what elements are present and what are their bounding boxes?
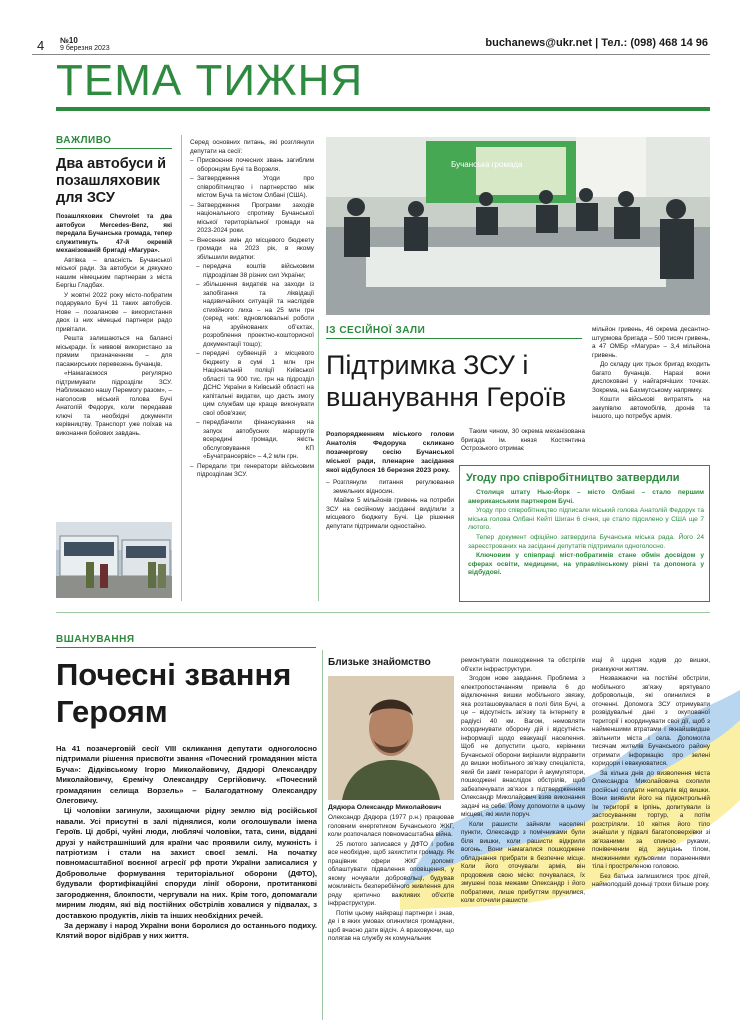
honor-article-paragraph: Ці чоловіки загинули, захищаючи рідну землю від російської навали. Усі присутні в залі піднялися, коли оголошували імена Героїв. Ці добрі, чуйні люди, люблячі чоловіки, тата, сини, віддані друзі у найстрашніший для країни час проявили силу, мужність і патріотизм і стали на захист своєї землі. На початку повномасштабної воєнної агресії рф проти України записалися у Добровольче формування територіальної оборони (ДФТО), будували фортифікаційні споруди лінії оборони, протитанкові загородження, блокпости, чергували на них. Крім того, допомагали мирним людям, які від постійних обстрілів ховалися у підвалах, з доставкою продуктів, ліків та інших необхідних речей. <box>56 806 317 920</box>
session-topic-item: – Передали три генератори військовим підрозділам ЗСУ. <box>190 463 314 480</box>
budget-subitem: – передача коштів військовим підрозділам 38 різних сил України; <box>196 263 314 280</box>
close-acquaint-paragraph: Коли рашисти зайняли населені пункти, Олександр з помічниками були біля вишки, коли рашисти відкрили вогонь. Вони намагалися пошкоджене обладнання прибрати в безпечне місце. Коли його оточували армія, він продовжив свою місію: почувалася, їх змушені поза межами Олександр і його побратими, лише прибуттям пручилися, коли оточили рашисти <box>461 820 585 904</box>
honor-article-lead: На 41 позачерговій сесії VIII скликання депутати одноголосно підтримали рішення присвоїти звання «Почесний громадянин міста Буча»: Дідківському Ігорю Миколайовичу, Дядюрі Олександру Миколайовичу, Єремічу Олександру Сергійовичу. «Почесний громадянин селища Ворзель» – Балагодатному Олександру Олеговичу. <box>56 744 317 806</box>
section-separator <box>56 612 710 613</box>
session-article-paragraph: Кошти військові витратять на закупівлю автомобілів, дронів та іншого, що потребує армія. <box>592 396 710 420</box>
portrait-photo-image <box>328 676 454 800</box>
left-article-body <box>56 213 172 439</box>
left-article-paragraph: У жовтні 2022 року місто-побратим подарувало Бучі 11 таких автобусів. Нове – позаланове – використання двох із них німецькі партнери радо привітали. <box>56 291 172 333</box>
left-article-paragraph: Решта залишаються на балансі міськради. Їх ниввові використано за прямим призначенням – для пасажирських перевезень бучанців. <box>56 335 172 368</box>
close-acquaint-paragraph: Потім цьому найкращі партнери і знав, де і в яких умовах опинилися громадяни, щоб вчасно дати відсіч. А враховуючи, що полягав на службу як комунальник <box>328 909 454 942</box>
issue-number: №10 <box>60 36 78 45</box>
session-article-col2 <box>461 428 585 455</box>
albany-box-paragraph: Угоду про співробітництво підписали міський голова Анатолій Федорук та міська голова Олбані Кейті Шиган 6 січня, це стало підсилено у США ще 7 лютого. <box>468 507 704 532</box>
honor-article-rubric: ВШАНУВАННЯ <box>56 634 135 645</box>
session-article-rubric: ІЗ СЕСІЙНОЇ ЗАЛИ <box>326 325 426 336</box>
session-article-headline: Підтримка ЗСУ і вшанування Героїв <box>326 350 567 412</box>
issue-date: 9 березня 2023 <box>60 45 110 52</box>
close-acquaint-col2 <box>461 657 585 907</box>
close-acquaint-rubric: Близьке знайомство <box>328 657 431 668</box>
portrait-caption: Дядюра Олександр Миколайович <box>328 804 442 811</box>
budget-subitem: – передачі субвенцій з місцевого бюджету в сумі 1 млн грн Національній поліції Київської області та 900 тис. грн на підрозділ ДСНС України в Київській області на капітальні видатки, що дасть змогу цим службам ще краще виконувати свої обов'язки; <box>196 350 314 418</box>
session-rubric-rule <box>326 338 582 339</box>
close-acquaint-paragraph: За кілька днів до визволення міста Олександра Миколайовича схопили російські солдати неподалік від вишки. Вони виявили його на підконтрольній їм території в Ірпінь, допитували із застосуванням тортур, а потім розстріляли. 10 квітня його тіло знайшли у підвалі багатоповерхівки зі зв'язаними за спиною руками, понівеченим від знущань тілом, множинними кульовими пораненнями тіла і простреленою головою. <box>592 769 710 870</box>
albany-agreement-box <box>459 465 710 602</box>
close-acquaint-paragraph: Незважаючи на постійні обстріли, мобільного зв'язку врятувало добровольців, які опинилися в оточенні. Допомога ЗСУ отримувати розвідувальні дані з окупованої території і координувати свої дії, щоб з найменшими втратами і якнайшвидше звільнити міста і села. Допомогла тисячам жителів Бучанського району отримати інформацію про зелені коридори і евакуюватися. <box>592 675 710 767</box>
close-acquaint-paragraph: Олександр Дядюра (1977 р.н.) працював головним енергетиком Бучанського ЖКГ, коли розпочалася повномасштабна війна. <box>328 814 454 838</box>
buses-photo-image <box>56 522 172 598</box>
session-article-col3 <box>592 326 710 423</box>
portrait-photo <box>328 676 454 800</box>
session-article-paragraph: Таким чином, 30 окрема механізована бригада ім. князя Костянтина Острозького отримає <box>461 428 585 452</box>
session-article-item: – Розглянули питання регулювання земельних відносин. <box>326 479 454 496</box>
albany-box-paragraph: Тепер документ офіційно затвердила Бучанська міська рада. Його 24 зареєстрованих на засіданні депутатів підтримали одноголосно. <box>468 533 704 550</box>
honor-article-headline: Почесні звання Героям <box>56 657 292 729</box>
left-article-paragraph: Автівка – власність Бучанської міської ради. За автобуси ж дякуємо нашим німецьким партнерам з міста Бергіш Гладбах. <box>56 256 172 289</box>
header-rule <box>32 54 710 55</box>
honor-article-body <box>56 744 317 942</box>
section-title: ТЕМА ТИЖНЯ <box>56 56 364 105</box>
close-acquaint-col3 <box>592 657 710 891</box>
session-topic-item: – Затвердження Угоди про співробітництво і партнерство між містом Буча та містом Олбані (США). <box>190 175 314 201</box>
session-topics-list <box>190 139 314 481</box>
page-number: 4 <box>37 38 45 53</box>
session-topics-intro: Серед основних питань, які розглянули депутати на сесії: <box>190 139 314 155</box>
budget-subitem: – передбачили фінансування на запуск автобусних маршрутів всередині громади, якість обслуговування КП «Бучатрансервіс» – 4,2 млн грн. <box>196 419 314 462</box>
close-acquaint-paragraph: ремонтувати пошкодження та обстрілів об'єкти інфраструктури. <box>461 657 585 673</box>
close-acquaint-paragraph: Згодом нове завдання. Проблема з електропостачанням привела 6 до відключення вишки мобільного звязку, яка розташовувалася в полі біля Бучі, а це – відсутність зв'язку та інтернету в радіусі 40 км. Вагом, немовляти координувати оборону дій і відсутність інформації щодо евакуації населення. Щоб не допустити цього, керівники Бучанської оборони вирішили відправити до вишки мобільного зв'язку спеціаліста, який би заміг генератори й акумулятори, пошкоджені внаслідок обстрілів, щоб забезпечувати зв'язок з підтвердженням Олександр Миколайович взяв виконання задачі на себе. Йому допомогли в цьому місцеві, які жили поруч. <box>461 675 585 818</box>
budget-subitem: – збільшення видатків на заходи із запобігання та ліквідації надзвичайних ситуацій та наслідків стихійного лиха – на 25 млн грн (серед них: вдновлювальні роботи на зруйнованих об'єктах, розроблення проектно-кошторисної документації тощо); <box>196 281 314 349</box>
albany-box-body <box>468 489 704 579</box>
session-photo <box>326 137 710 315</box>
session-article-paragraph: До складу цих трьох бригад входить багато бучанців. Наразі вони дислоковані у найгарячіших точках. Зокрема, на Бахмутському напрямку. <box>592 361 710 394</box>
column-divider <box>181 135 182 601</box>
session-topic-item: – Присвоєння почесних звань загиблим оборонцям Бучі та Ворзеля. <box>190 157 314 174</box>
left-rubric-rule <box>56 148 172 149</box>
column-divider <box>318 320 319 601</box>
left-article-paragraph: «Намагаємося регулярно підтримувати підрозділи ЗСУ. Наближаємо нашу Перемогу разом», – наголосив міський голова Бучі Анатолій Федорук, коли передавав ключі та необхідні документи керівництву. Транспорт уже поїхав на виконання бойових завдань. <box>56 370 172 437</box>
left-article-headline: Два автобуси й позашляховик для ЗСУ <box>56 156 167 206</box>
column-divider <box>322 650 323 1020</box>
session-topic-item: – Внесення змін до місцевого бюджету громади на 2023 рік, в якому збільшили видатки: <box>190 237 314 263</box>
close-acquaint-col1 <box>328 814 454 945</box>
albany-box-lead: Столиця штату Нью-Йорк – місто Олбані – стало першим американським партнером Бучі. <box>468 489 704 505</box>
session-topic-item: – Затвердження Програми заходів національного спротиву Бучанської міської територіальної громади на 2023-2024 роки. <box>190 202 314 236</box>
close-acquaint-paragraph: ищі й щодня ходив до вишки, ризикуючи життям. <box>592 657 710 673</box>
buses-photo <box>56 522 172 598</box>
left-article-lead: Позашляховик Chevrolet та два автобуси Mercedes-Benz, які передала Бучанська громада, тепер служитимуть 47-й окремій механізованій бригаді «Магура». <box>56 213 172 254</box>
session-article-paragraph: мільйон гривень, 46 окрема десантно-штурмова бригада – 500 тисяч гривень, а 47 ОМБр «Магура» – 3,4 мільйона гривень. <box>592 326 710 359</box>
header-contacts: buchanews@ukr.net | Тел.: (098) 468 14 96 <box>485 37 708 49</box>
session-photo-banner: Бучанська громада <box>451 160 523 169</box>
honor-rubric-rule <box>56 647 316 648</box>
close-acquaint-paragraph: Без батька залишилися троє дітей, наймолодшій доньці трохи більше року. <box>592 872 710 888</box>
session-article-paragraph: Майже 5 мільйонів гривень на потреби ЗСУ на сесійному засіданні виділили з місцевого бюджету Бучі. Це рішення депутати підтримали одностайно. <box>326 497 454 530</box>
session-article-col1 <box>326 430 454 532</box>
close-acquaint-paragraph: 25 лютого записався у ДФТО і робив все необхідне, щоб захистити громаду. Як працівник сфери ЖКГ допоміг облаштувати підвалення оповіщення, у якому ночували добровольці, будував можливість безперебійного живлення для ряду критично важливих об'єктів інфраструктури. <box>328 840 454 907</box>
albany-box-paragraph: Ключовим у співпраці міст-побратимів стане обмін досвідом у сферах освіти, медицини, на управлінському рівні та допомога у відбудові. <box>468 552 704 577</box>
session-photo-image <box>326 137 710 315</box>
section-title-rule <box>56 107 710 111</box>
left-article-rubric: ВАЖЛИВО <box>56 135 112 146</box>
honor-article-paragraph: За державу і народ України вони боролися до останнього подиху. Клятий ворог відібрав у них життя. <box>56 920 317 941</box>
albany-box-title: Угоду про співробітництво затвердили <box>466 472 680 484</box>
session-article-lead: Розпорядженням міського голови Анатолія Федорука скликано позачергову сесію Бучанської міської ради, пленарне засідання якої відбулося 16 березня 2023 року. <box>326 431 454 474</box>
